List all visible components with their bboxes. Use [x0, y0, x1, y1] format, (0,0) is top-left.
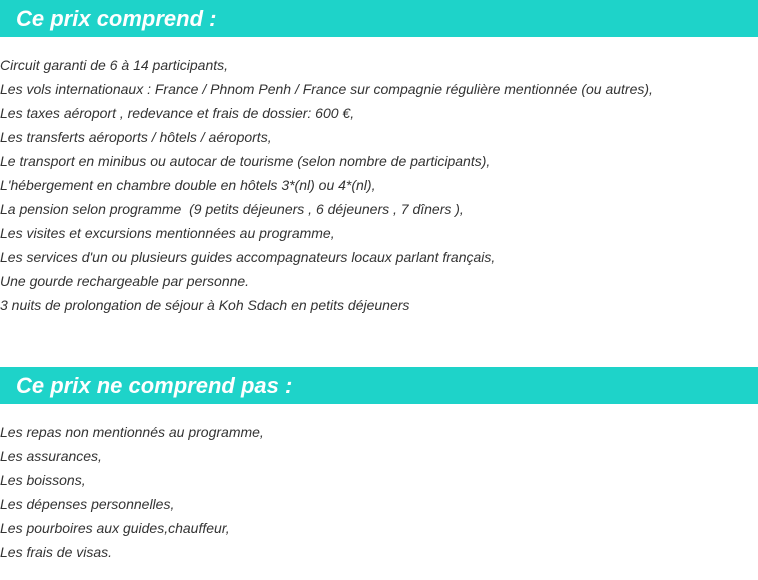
excluded-section-title: Ce prix ne comprend pas : — [16, 373, 293, 398]
included-section-header — [0, 0, 758, 37]
list-item: L'hébergement en chambre double en hôtels 3*(nl) ou 4*(nl), — [0, 177, 376, 193]
list-item: 3 nuits de prolongation de séjour à Koh Sdach en petits déjeuners — [0, 297, 410, 313]
list-item: Circuit garanti de 6 à 14 participants, — [0, 57, 229, 73]
list-item: Les repas non mentionnés au programme, — [0, 424, 264, 440]
list-item: Les taxes aéroport , redevance et frais de dossier: 600 €, — [0, 105, 355, 121]
list-item: Les dépenses personnelles, — [0, 496, 175, 512]
list-item: La pension selon programme (9 petits déjeuners , 6 déjeuners , 7 dîners ), — [0, 201, 464, 217]
list-item: Une gourde rechargeable par personne. — [0, 273, 250, 289]
list-item: Les visites et excursions mentionnées au programme, — [0, 225, 335, 241]
excluded-items-list — [0, 420, 264, 564]
list-item: Les services d'un ou plusieurs guides accompagnateurs locaux parlant français, — [0, 249, 496, 265]
list-item: Les transferts aéroports / hôtels / aéroports, — [0, 129, 272, 145]
list-item: Le transport en minibus ou autocar de tourisme (selon nombre de participants), — [0, 153, 491, 169]
included-section-title: Ce prix comprend : — [16, 6, 217, 31]
list-item: Les pourboires aux guides,chauffeur, — [0, 520, 230, 536]
excluded-section-header — [0, 367, 758, 404]
included-items-list — [0, 53, 653, 317]
list-item: Les boissons, — [0, 472, 86, 488]
list-item: Les assurances, — [0, 448, 102, 464]
list-item: Les frais de visas. — [0, 544, 113, 560]
list-item: Les vols internationaux : France / Phnom Penh / France sur compagnie régulière mentionnée (ou autres), — [0, 81, 653, 97]
